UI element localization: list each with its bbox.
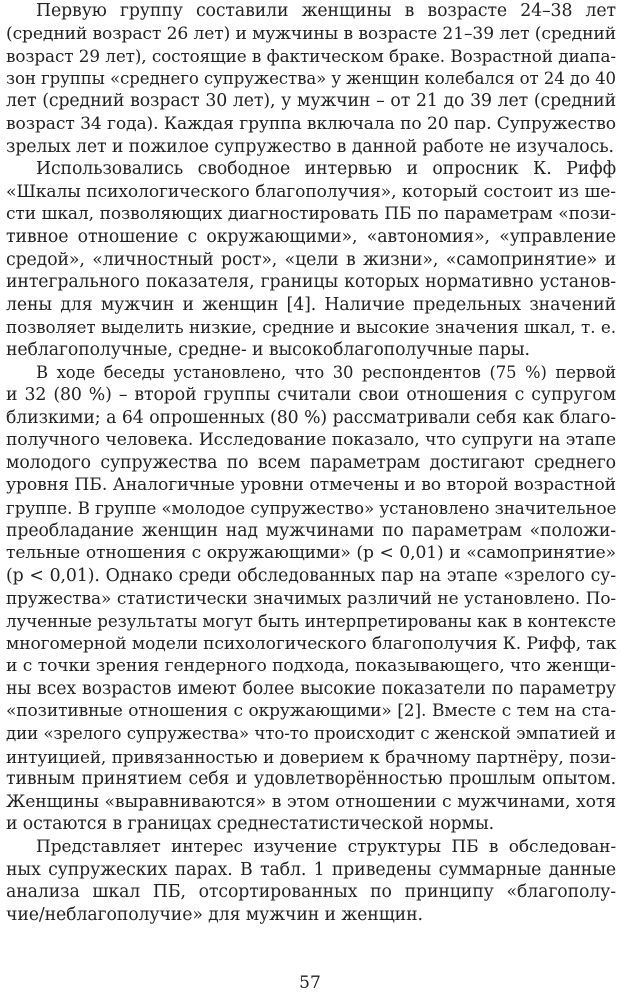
paragraph [6, 0, 616, 158]
text-line: близкими; а 64 опрошенных (80 %) рассматривали себя как благо- [6, 407, 616, 428]
text-line: уровня ПБ. Аналогичные уровни отмечены и во второй возрастной [6, 475, 616, 496]
text-line: (средний возраст 26 лет) и мужчины в возрасте 21–39 лет (средний [6, 23, 616, 44]
text-line: интегрального показателя, границы которых нормативно установ- [6, 272, 616, 293]
text-line: получного человека. Исследование показало, что супруги на этапе [6, 430, 616, 451]
body-text [6, 0, 616, 926]
text-line: ных супружеских парах. В табл. 1 приведены суммарные данные [6, 859, 616, 880]
text-line: зон группы «среднего супружества» у женщин колебался от 24 до 40 [6, 68, 616, 88]
text-line: и с точки зрения гендерного подхода, показывающего, что женщи- [6, 656, 616, 677]
text-line: пружества» статистически значимых различий не установлено. По- [6, 588, 616, 609]
text-line: многомерной модели психологического благополучия К. Рифф, так [6, 633, 617, 654]
text-line: позволяет выделить низкие, средние и высокие значения шкал, т. е. [6, 317, 616, 338]
text-line: лученные результаты могут быть интерпретированы как в контексте [6, 611, 616, 632]
text-line: преобладание женщин над мужчинами по параметрам «положи- [6, 520, 616, 541]
text-line: лет (средний возраст 30 лет), у мужчин – от 21 до 39 лет (средний [6, 91, 616, 112]
text-line: возраст 34 года). Каждая группа включала по 20 пар. Супружество [6, 113, 616, 134]
text-line: молодого супружества по всем параметрам достигают среднего [6, 452, 616, 473]
page-number: 57 [299, 973, 321, 993]
text-line: (p < 0,01). Однако среди обследованных пар на этапе «зрелого су- [6, 565, 616, 586]
text-line: группе. В группе «молодое супружество» установлено значительное [6, 498, 617, 519]
text-line: «позитивные отношения с окружающими» [2]. Вместе с тем на ста- [6, 701, 616, 722]
text-line: и остаются в границах среднестатистической нормы. [6, 814, 495, 835]
text-line: лены для мужчин и женщин [4]. Наличие предельных значений [6, 294, 616, 315]
text-line: тельные отношения с окружающими» (p < 0,01) и «самопринятие» [6, 543, 616, 564]
text-line: чие/неблагополучие» для мужчин и женщин. [6, 904, 423, 925]
text-line: В ходе беседы установлено, что 30 респондентов (75 %) первой [36, 362, 616, 382]
text-line: неблагополучные, средне- и высокоблагополучные пары. [6, 339, 530, 360]
text-line: сти шкал, позволяющих диагностировать ПБ по параметрам «пози- [6, 204, 616, 225]
text-line: и 32 (80 %) – второй группы считали свои отношения с супругом [6, 385, 616, 406]
text-line: возраст 29 лет), состоящие в фактическом браке. Возрастной диапа- [6, 46, 616, 67]
text-line: тивное отношение с окружающими», «автономия», «управление [6, 226, 616, 247]
text-line: Первую группу составили женщины в возрасте 24–38 лет [36, 1, 616, 21]
text-line: «Шкалы психологического благополучия», который состоит из ше- [6, 181, 616, 202]
text-line: средой», «личностный рост», «цели в жизни», «самопринятие» и [6, 249, 616, 270]
text-line: зрелых лет и пожилое супружество в данной работе не изучалось. [6, 136, 614, 157]
text-line: ны всех возрастов имеют более высокие показатели по параметру [6, 678, 616, 699]
text-line: Представляет интерес изучение структуры ПБ в обследован- [36, 836, 616, 857]
text-line: Женщины «выравниваются» в этом отношении с мужчинами, хотя [6, 791, 616, 812]
paragraph [6, 362, 616, 836]
text-line: Использовались свободное интервью и опросник К. Рифф [36, 159, 616, 180]
text-line: тивным принятием себя и удовлетворённостью прошлым опытом. [6, 769, 616, 790]
paragraph [6, 836, 616, 926]
text-line: интуицией, привязанностью и доверием к брачному партнёру, пози- [6, 746, 616, 767]
text-line: дии «зрелого супружества» что-то происходит с женской эмпатией и [6, 724, 616, 743]
text-line: анализа шкал ПБ, отсортированных по принципу «благополу- [6, 882, 616, 903]
paragraph [6, 158, 616, 361]
